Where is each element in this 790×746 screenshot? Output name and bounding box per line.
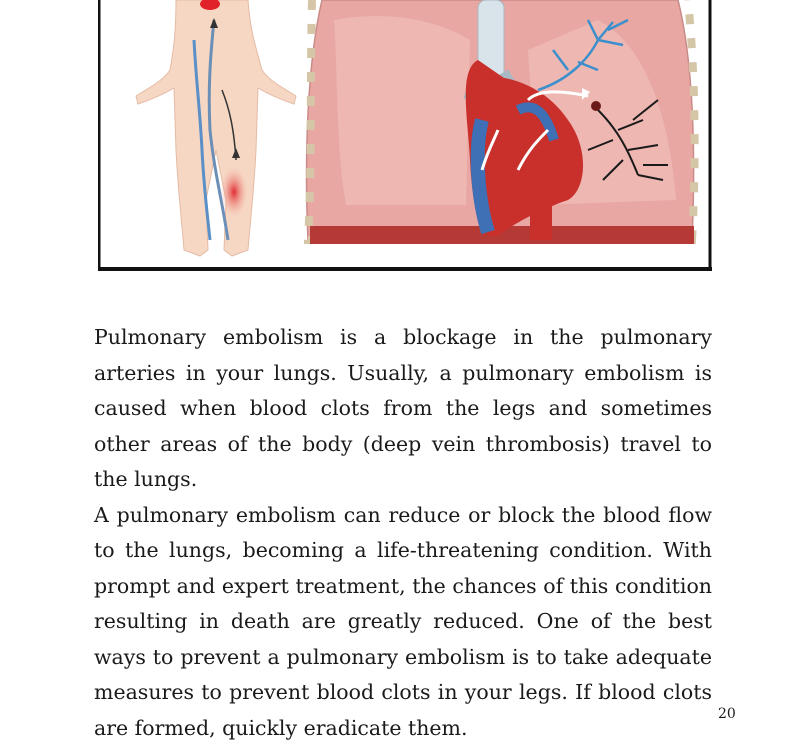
- paragraph-1: Pulmonary embolism is a blockage in the pulmonary arteries in your lungs. Usually, a pulmonary embolism is caused when blood clots from the legs and sometimes other areas of the body (deep vein thrombosis) travel to the lungs.: [94, 320, 712, 498]
- lungs-figure: [307, 0, 695, 244]
- page-number: 20: [718, 706, 736, 722]
- paragraph-2: A pulmonary embolism can reduce or block the blood flow to the lungs, becoming a life-threatening condition. With prompt and expert treatment, the chances of this condition resulting in death are greatly reduced. One of the best ways to prevent a pulmonary embolism is to take adequate measures to prevent blood clots in your legs. If blood clots are formed, quickly eradicate them.: [94, 498, 712, 746]
- body-text: [94, 320, 712, 746]
- human-body-figure: [136, 0, 296, 256]
- pulmonary-embolism-illustration: [98, 0, 712, 272]
- illustration-svg: [98, 0, 712, 272]
